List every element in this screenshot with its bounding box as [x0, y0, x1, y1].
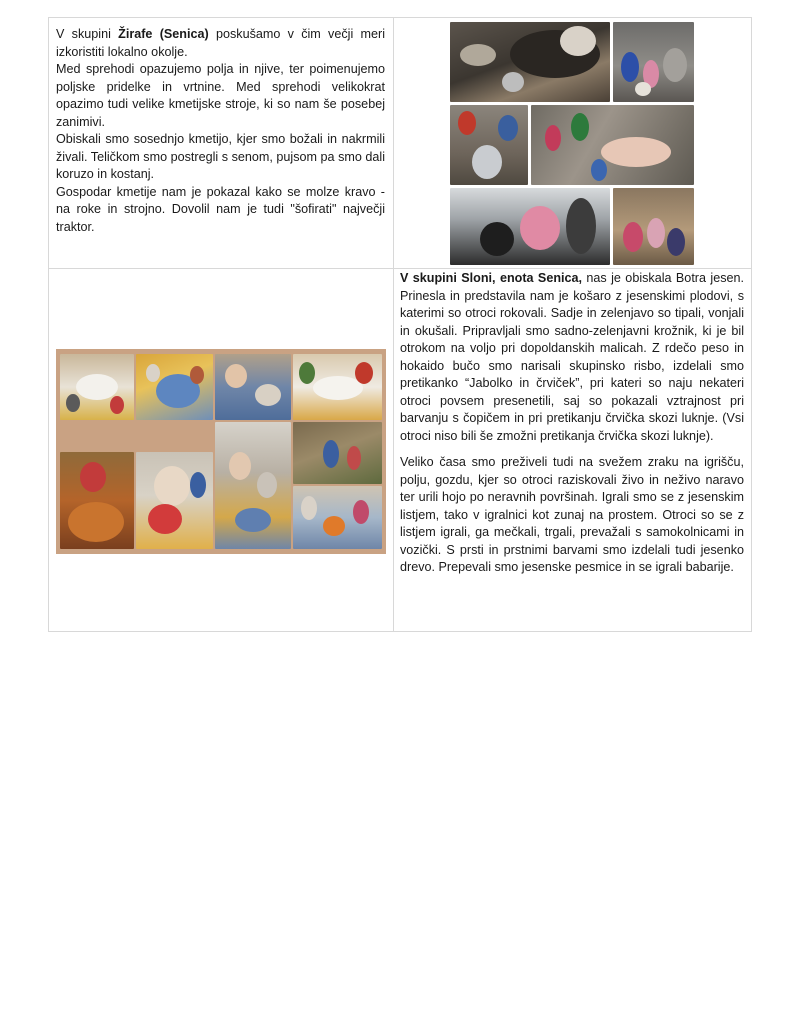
zirafe-text	[49, 18, 393, 236]
group-name: V skupini Sloni, enota Senica,	[400, 271, 583, 285]
text-cell-sloni	[394, 269, 752, 632]
photo-forest-walk	[293, 422, 382, 484]
photo-tractor	[450, 188, 610, 265]
paragraph: Gospodar kmetije nam je pokazal kako se molze kravo - na roke in strojno. Dovolil nam je tudi "šofirati" največji traktor.	[56, 184, 385, 234]
photo-kids-animals	[613, 22, 694, 102]
photo-cell-farm	[394, 18, 752, 269]
photo-kids-play	[215, 422, 291, 549]
farm-photo-collage	[450, 22, 694, 265]
sloni-text	[394, 269, 751, 577]
table-row	[49, 269, 752, 632]
photo-kids-blue-mat	[215, 354, 291, 420]
photo-kids-floor	[136, 354, 213, 420]
autumn-photo-collage	[56, 349, 386, 554]
photo-cell-autumn	[49, 269, 394, 632]
text-cell-zirafe	[49, 18, 394, 269]
photo-milk-can	[450, 105, 528, 185]
photo-pumpkin-table	[293, 354, 382, 420]
photo-cow-milking	[450, 22, 610, 102]
content-table	[48, 17, 752, 632]
photo-kids-table	[60, 354, 134, 420]
photo-child-painting	[136, 452, 213, 549]
paragraph: Obiskali smo sosednjo kmetijo, kjer smo božali in nakrmili živali. Teličkom smo postregli s senom, pujsom pa smo dali koruzo in kostanj.	[56, 132, 385, 181]
paragraph: Veliko časa smo preživeli tudi na svežem zraku na igrišču, polju, gozdu, kjer so otroci raziskovali živo in neživo naravo ter urili hojo po neravnih površinah. Igrali smo se z jesenskim listjem, tako v igralnici kot zunaj na prostem. Otroci so se z listjem igrali, ga mečkali, trgali, prevažali s samokolnicami in vozički. S prsti in prstnimi barvami smo izdelali tudi jesenko drevo. Prepevali smo jesenske pesmice in se igrali babarije.	[400, 455, 744, 574]
table-row	[49, 18, 752, 269]
group-name: Žirafe (Senica)	[118, 27, 209, 41]
photo-autumn-leaves	[60, 452, 134, 549]
paragraph: V skupini Žirafe (Senica) poskušamo v čim večji meri izkoristiti lokalno okolje.	[56, 27, 385, 59]
paragraph: Med sprehodi opazujemo polja in njive, ter poimenujemo poljske pridelke in vrtnine. Med sprehodi velikokrat opazimo tudi velike kmetijske stroje, ki so nam še posebej zanimivi.	[56, 62, 385, 129]
paragraph: V skupini Sloni, enota Senica, nas je obiskala Botra jesen. Prinesla in predstavila nam je košaro z jesenskimi plodovi, s katerimi so otroci rokovali. Sadje in zelenjavo so tipali, vonjali in okušali. Pripravljali smo sadno-zelenjavni krožnik, ki je bil otrokom na voljo pri dopoldanskih malicah. Z rdečo peso in hokaido bučo smo narisali skupinsko risbo, izdelali smo pretikanko “Jabolko in črviček”, pri kateri so naju nekateri otroci povsem presenetili, saj so pokazali vztrajnost pri barvanju s čopičem in pri pretikanju črvička skozi luknje. (Vsi otroci niso bili še zmožni pretikanja črvička skozi luknje).	[400, 271, 745, 443]
photo-kids-feeding	[613, 188, 694, 265]
photo-pumpkins	[293, 486, 382, 549]
photo-pigs	[531, 105, 694, 185]
